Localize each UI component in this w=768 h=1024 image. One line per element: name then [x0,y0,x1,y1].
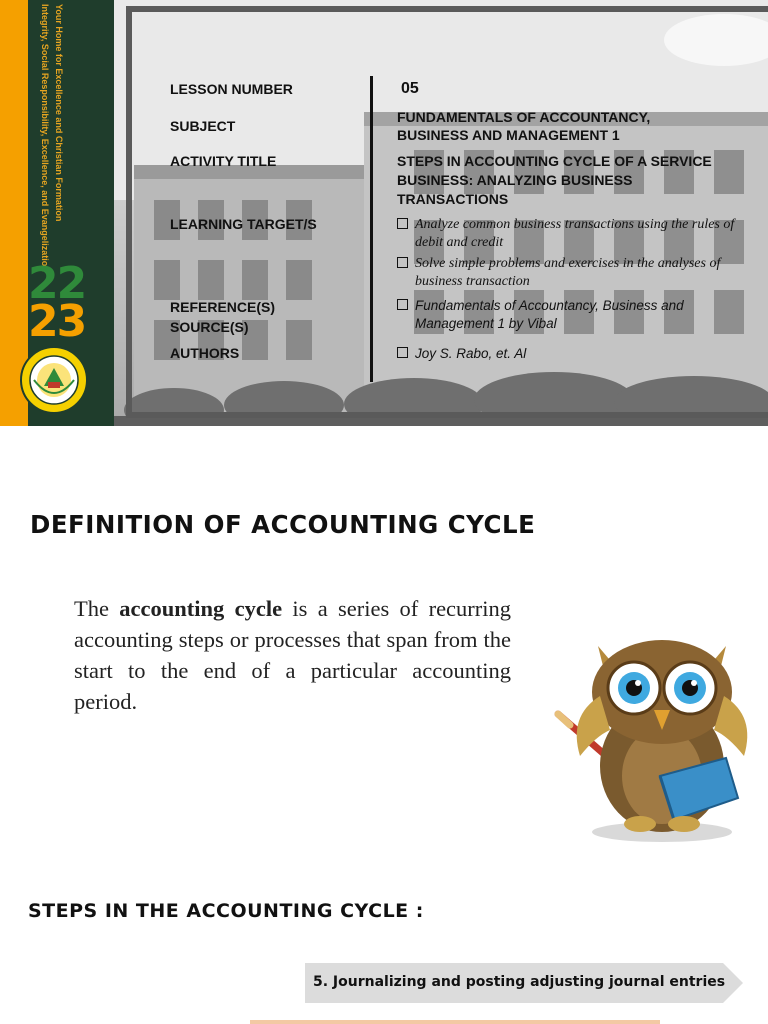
school-year-logo [28,258,88,347]
owl-mascot-icon [550,626,758,846]
motto-line-1: Your Home for Excellence and Christian Formation [54,4,64,222]
reference-item [397,297,742,333]
label-sources: SOURCE(S) [170,319,249,335]
value-activity-title-line-3: TRANSACTIONS [397,191,509,207]
label-references: REFERENCE(S) [170,299,276,315]
step-arrow-item [305,963,745,1003]
school-year-top: 22 [28,258,86,309]
school-motto [36,4,76,272]
learning-target-item [397,255,742,291]
definition-term: accounting cycle [119,596,283,621]
checkbox-bullet-icon [397,257,408,268]
author-item [397,345,742,363]
steps-heading: STEPS IN THE ACCOUNTING CYCLE : [28,900,424,922]
label-learning-targets: LEARNING TARGET/S [170,216,317,232]
author-text: Joy S. Rabo, et. Al [415,346,527,361]
value-activity-title-line-1: STEPS IN ACCOUNTING CYCLE OF A SERVICE [397,153,712,169]
lesson-header-banner [0,0,768,426]
reference-text: Fundamentals of Accountancy, Business and Management 1 by Vibal [415,298,684,331]
next-step-bar [250,1020,660,1024]
learning-target-text: Analyze common business transactions using the rules of debit and credit [415,217,735,250]
definition-paragraph [74,593,511,717]
step-label: 5. Journalizing and posting adjusting journal entries [313,974,726,990]
checkbox-bullet-icon [397,299,408,310]
definition-the: The [74,596,109,621]
header-divider [370,76,373,382]
value-lesson-number: 05 [401,80,419,97]
school-seal-icon [20,346,88,414]
learning-target-text: Solve simple problems and exercises in the analyses of business transaction [415,256,721,289]
checkbox-bullet-icon [397,347,408,358]
checkbox-bullet-icon [397,218,408,229]
label-subject: SUBJECT [170,118,236,134]
school-year-bottom: 23 [28,296,86,347]
value-subject-line-2: BUSINESS AND MANAGEMENT 1 [397,127,620,143]
value-activity-title-line-2: BUSINESS: ANALYZING BUSINESS [397,172,633,188]
label-authors: AUTHORS [170,345,240,361]
definition-heading: DEFINITION OF ACCOUNTING CYCLE [30,510,536,539]
learning-target-item [397,216,742,252]
definition-rest: is a series of recurring accounting steps or processes that span from the start to the end of a particular accounting period. [74,596,512,714]
motto-line-2: Integrity, Social Responsibility, Excellence, and Evangelization [40,4,50,272]
value-subject-line-1: FUNDAMENTALS OF ACCOUNTANCY, [397,109,651,125]
label-lesson-number: LESSON NUMBER [170,81,293,97]
label-activity-title: ACTIVITY TITLE [170,153,277,169]
